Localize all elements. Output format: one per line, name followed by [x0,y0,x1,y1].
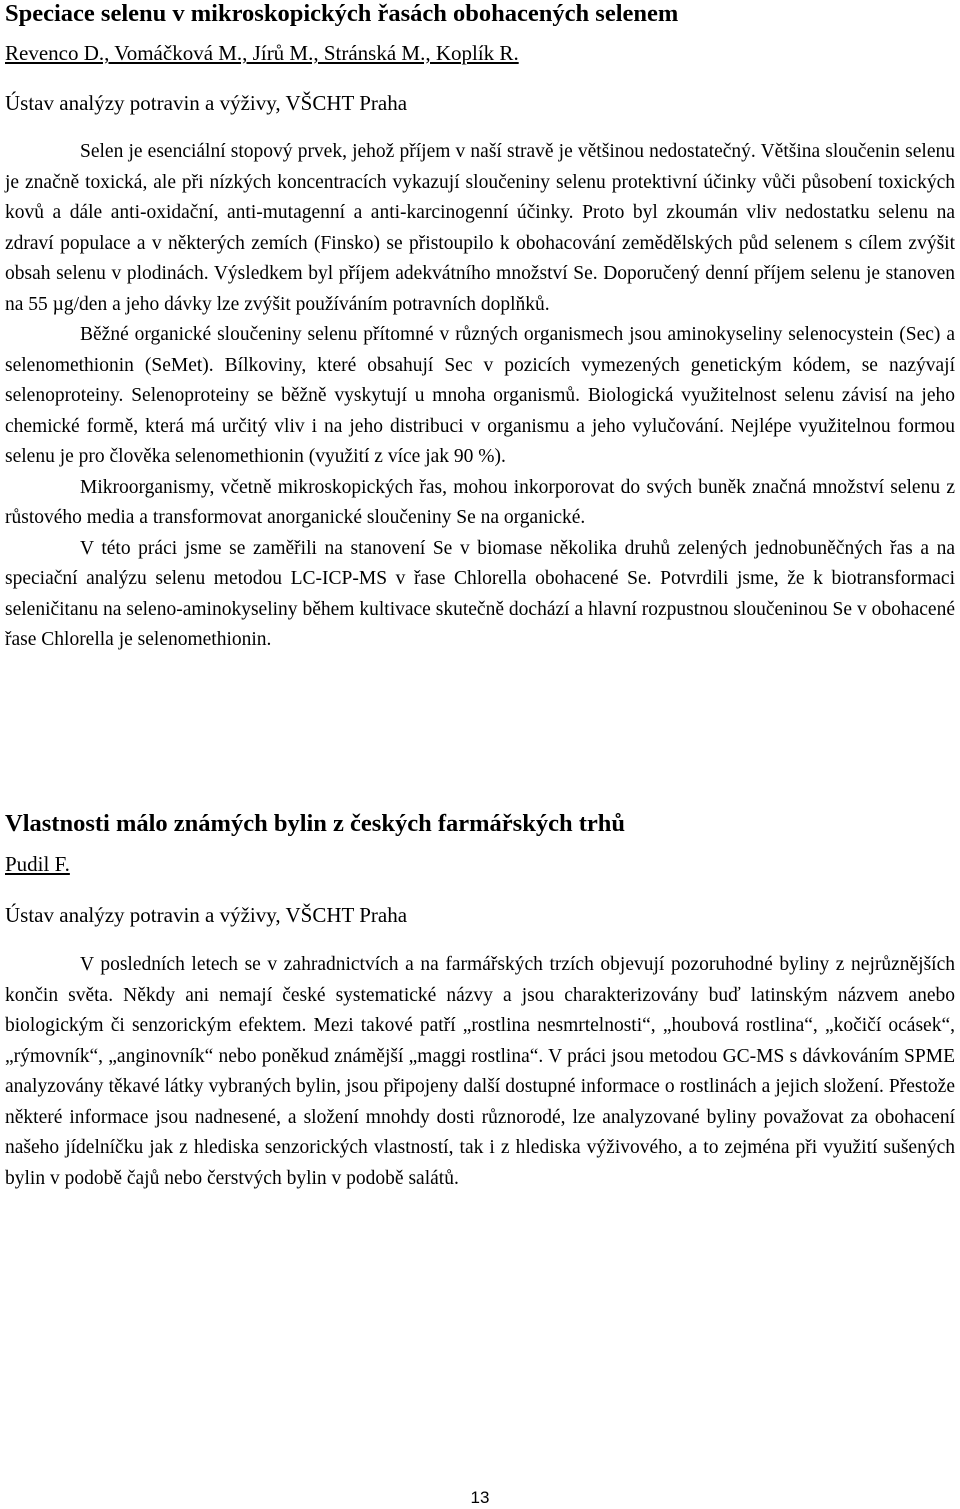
article2-authors: Pudil F. [5,852,70,876]
article1-paragraph: Selen je esenciální stopový prvek, jehož příjem v naší stravě je většinou nedostatečný. Většina sloučenin selenu je značně toxická, ale při nízkých koncentracích vykazují sloučeniny selenu protektivní účinky vůči působení toxických kovů a dále anti-oxidační, anti-mutagenní a anti-karcinogenní účinky. Proto byl zkoumán vliv nedostatku selenu na zdraví populace a v některých zemích (Finsko) se přistoupilo k obohacování zemědělských půd selenem s cílem zvýšit obsah selenu v plodinách. Výsledkem byl příjem adekvátního množství Se. Doporučený denní příjem selenu je stanoven na 55 µg/den a jeho dávky lze zvýšit používáním potravních doplňků. [5,141,955,315]
article1-paragraph: Mikroorganismy, včetně mikroskopických řas, mohou inkorporovat do svých buněk značná množství selenu z růstového media a transformovat anorganické sloučeniny Se na organické. [5,476,955,528]
article2-abstract [5,950,955,1194]
article2-paragraph: V posledních letech se v zahradnictvích a na farmářských trzích objevují pozoruhodné byliny z nejrůznějších končin světa. Někdy ani nemají české systematické názvy a jsou charakterizovány buď latinským názvem anebo biologickým či senzorickým efektem. Mezi takové patří „rostlina nesmrtelnosti“, „houbová rostlina“, „kočičí ocásek“, „rýmovník“, „anginovník“ nebo poněkud známější „maggi rostlina“. V práci jsou metodou GC-MS s dávkováním SPME analyzovány těkavé látky vybraných bylin, jsou připojeny další dostupné informace o rostlinách a jejich složení. Přestože některé informace jsou nadnesené, a složení mnohdy dosti různorodé, lze analyzované byliny považovat za obohacení našeho jídelníčku jak z hlediska senzorických vlastností, tak i z hlediska výživového, a to zejména při využití sušených bylin v podobě čajů nebo čerstvých bylin v podobě salátů. [5,954,955,1189]
article2-title: Vlastnosti málo známých bylin z českých farmářských trhů [5,810,625,837]
page-number: 13 [470,1488,490,1507]
article1-affiliation: Ústav analýzy potravin a výživy, VŠCHT Praha [5,91,408,115]
article1-title: Speciace selenu v mikroskopických řasách obohacených selenem [5,0,679,27]
article1-paragraph: Běžné organické sloučeniny selenu přítomné v různých organismech jsou aminokyseliny selenocystein (Sec) a selenomethionin (SeMet). Bílkoviny, které obsahují Sec v pozicích vymezených genetickým kódem, se nazývají selenoproteiny. Selenoproteiny se běžně vyskytují u mnoha organismů. Biologická využitelnost selenu závisí na jeho chemické formě, která má určitý vliv i na jeho distribuci v organismu a jeho vylučování. Nejlépe využitelnou formou selenu je pro člověka selenomethionin (využití z více jak 90 %). [5,324,955,467]
article1-abstract [5,137,955,656]
article1-paragraph: V této práci jsme se zaměřili na stanovení Se v biomase několika druhů zelených jednobuněčných řas a na speciační analýzu selenu metodou LC-ICP-MS v řase Chlorella obohacené Se. Potvrdili jsme, že k biotransformaci seleničitanu na seleno-aminokyseliny během kultivace skutečně dochází a hlavní rozpustnou sloučeninou Se v obohacené řase Chlorella je selenomethionin. [5,537,955,650]
article2-affiliation: Ústav analýzy potravin a výživy, VŠCHT Praha [5,903,408,927]
article1-authors: Revenco D., Vomáčková M., Jírů M., Stránská M., Koplík R. [5,41,519,65]
